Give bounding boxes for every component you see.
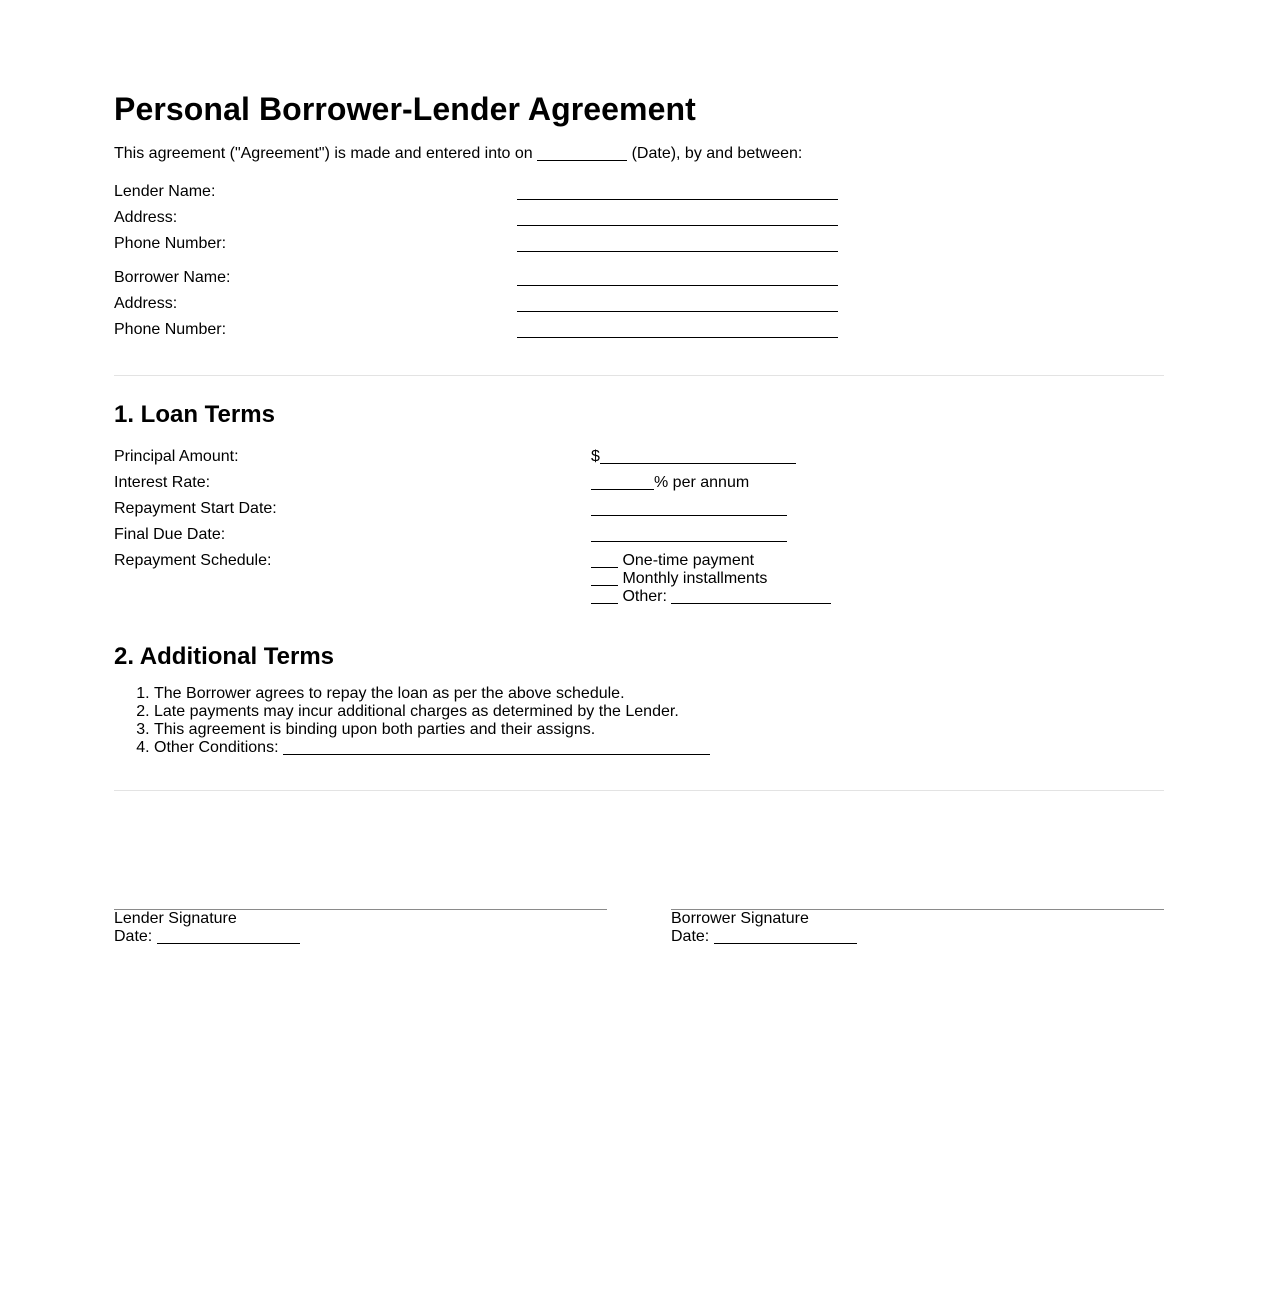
term-item: 3. This agreement is binding upon both parties and their assigns. [154, 721, 710, 739]
borrower-phone-blank[interactable] [517, 337, 838, 338]
borrower-signature-label: Borrower Signature [671, 910, 809, 927]
principal-value [591, 448, 796, 466]
lender-signature-label: Lender Signature [114, 910, 237, 927]
other-specify-blank[interactable] [671, 588, 831, 604]
section-divider [114, 375, 1164, 376]
borrower-name-label: Borrower Name: [114, 269, 231, 286]
borrower-date-label: Date: [671, 928, 714, 945]
start-date-blank[interactable] [591, 500, 787, 516]
schedule-option-one-time [591, 552, 831, 570]
other-conditions-label: Other Conditions: [154, 739, 283, 756]
other-label: Other: [622, 588, 667, 605]
interest-value [591, 474, 749, 492]
borrower-name-blank[interactable] [517, 285, 838, 286]
agreement-date-blank[interactable] [537, 145, 627, 161]
loan-terms-heading: 1. Loan Terms [114, 401, 275, 428]
lender-address-blank[interactable] [517, 225, 838, 226]
interest-blank[interactable] [591, 474, 654, 490]
borrower-signature-block [671, 909, 1164, 946]
document-title: Personal Borrower-Lender Agreement [114, 91, 696, 127]
schedule-option-monthly [591, 570, 831, 588]
final-due-blank[interactable] [591, 526, 787, 542]
lender-phone-label: Phone Number: [114, 235, 227, 252]
one-time-checkbox-blank[interactable] [591, 552, 618, 568]
lender-date-row [114, 928, 607, 946]
lender-signature-block [114, 909, 607, 946]
lender-address-label: Address: [114, 209, 178, 226]
monthly-checkbox-blank[interactable] [591, 570, 618, 586]
principal-label: Principal Amount: [114, 448, 239, 465]
lender-date-blank[interactable] [157, 928, 300, 944]
additional-terms-heading: 2. Additional Terms [114, 643, 335, 670]
borrower-phone-label: Phone Number: [114, 321, 227, 338]
start-date-label: Repayment Start Date: [114, 500, 277, 517]
lender-phone-blank[interactable] [517, 251, 838, 252]
lender-name-label: Lender Name: [114, 183, 216, 200]
interest-label: Interest Rate: [114, 474, 211, 491]
other-conditions-blank[interactable] [283, 739, 710, 755]
intro-text-start: This agreement ("Agreement") is made and entered into on [114, 145, 538, 162]
intro-paragraph [114, 145, 802, 163]
final-due-value [591, 526, 787, 544]
final-due-label: Final Due Date: [114, 526, 226, 543]
interest-suffix: % per annum [654, 474, 750, 491]
start-date-value [591, 500, 787, 518]
schedule-label: Repayment Schedule: [114, 552, 272, 569]
schedule-options [591, 552, 831, 606]
borrower-date-blank[interactable] [714, 928, 857, 944]
one-time-label: One-time payment [622, 552, 755, 569]
dollar-sign: $ [591, 448, 600, 465]
term-item-other-conditions [154, 739, 710, 757]
borrower-address-blank[interactable] [517, 311, 838, 312]
lender-date-label: Date: [114, 928, 157, 945]
principal-blank[interactable] [600, 448, 796, 464]
section-divider [114, 790, 1164, 791]
intro-text-end: (Date), by and between: [627, 145, 803, 162]
monthly-label: Monthly installments [622, 570, 768, 587]
other-checkbox-blank[interactable] [591, 588, 618, 604]
borrower-date-row [671, 928, 1164, 946]
term-item: 1. The Borrower agrees to repay the loan as per the above schedule. [154, 685, 710, 703]
term-item: 2. Late payments may incur additional charges as determined by the Lender. [154, 703, 710, 721]
borrower-address-label: Address: [114, 295, 178, 312]
additional-terms-list [114, 685, 710, 757]
lender-name-blank[interactable] [517, 199, 838, 200]
schedule-option-other [591, 588, 831, 606]
